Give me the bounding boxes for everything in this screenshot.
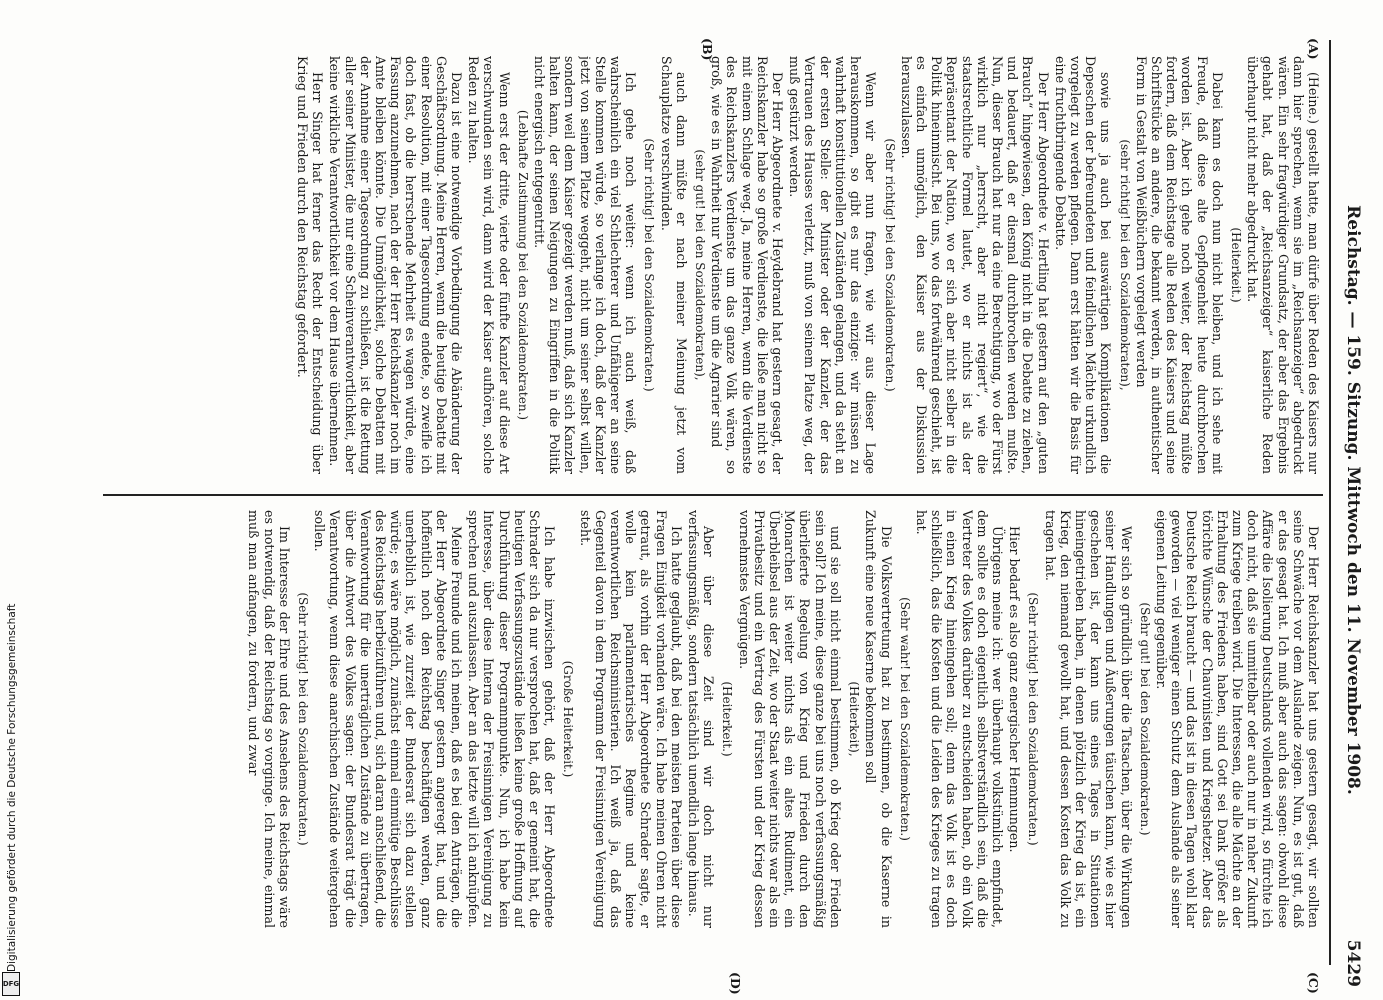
speech-paragraph: Dazu ist eine notwendige Vorbedingung die Abänderung der Geschäftsordnung. Meine Herren, wenn die heutige Debatte mit einer Resolution, mit einer Tagesordnung endete, so zweifle ich doch fast, ob die herrschende Mehrheit es wagen würde, eine Fassung anzunehmen, nach der der Herr Reichskanzler noch im Amte bleiben könnte. Die Unmöglichkeit, solche Debatten mit der Annahme einer Tagesordnung zu schließen, ist die Rettung aller seiner Minister, die nur eine Scheinverantwortlichkeit, aber keine wirkliche Verantwortlichkeit vor dem Hause übernehmen. [327, 56, 465, 474]
stage-remark: (Sehr richtig! bei den Sozialdemokraten.) [1026, 592, 1041, 846]
stage-remark: (Sehr richtig! bei den Sozialdemokraten.) [642, 138, 657, 392]
speech-paragraph: Der Herr Reichskanzler hat uns gestern gesagt, wir sollten seine Schwäche vor dem Auslande zeigen. Nun, es ist gut, daß er das gesagt hat. Ich muß aber auch das sagen: obwohl diese Affäre die Isolierung Deutschlands vollenden wird, so fürchte ich doch nicht, daß sie unmittelbar oder auch nur in naher Zukunft zum Kriege treiben wird. Die Interessen, die alle Mächte an der Erhaltung des Friedens haben, sind Gott sei Dank größer als törichte Wünsche der Chauvinisten und Kriegshetzer. Aber das Deutsche Reich braucht — und das ist in diesen Tagen wohl klar geworden — viel weniger einen Schutz dem Auslande als seiner eigenen Leitung gegenüber. [1153, 510, 1321, 928]
margin-marker-d: (D) [728, 972, 743, 995]
margin-marker-a: (A) [1306, 38, 1321, 60]
right-text-column [101, 510, 1321, 928]
left-text-column [101, 56, 1321, 474]
speech-paragraph: Übrigens meine ich: wer überhaupt volkstümlich empfindet, dem sollte es doch eigentlich selbstverständlich sein, daß die Vertreter des Volkes darüber zu entscheiden haben, ob ein Volk in einen Krieg hineingehen soll; denn das Volk ist es doch schließlich, das die Kosten und die Leiden des Krieges zu tragen hat. [913, 510, 1005, 928]
stage-remark: (Sehr richtig! bei den Sozialdemokraten.) [882, 138, 897, 392]
speech-paragraph: Hier bedarf es also ganz energischer Hemmungen. [1007, 526, 1023, 853]
speech-paragraph: sowie uns ja auch bei auswärtigen Komplikationen die Depeschen der befreundeten und feindlichen Mächte urkundlich vorgelegt zu werden pflegen. Dann erst hätten wir die Basis für eine fruchtbringende Debatte. [1052, 56, 1114, 474]
stage-remark: (Sehr gut! bei den Sozialdemokraten.) [1137, 602, 1152, 836]
speech-paragraph: Ich habe inzwischen gehört, daß der Herr Abgeordnete Schrader sich da nur versprochen hat, daß er gemeint hat, die heutigen Verfassungszustände ließen keine große Hoffnung auf Durchführung dieser Programmpunkte. Nun, ich habe kein Interesse, über diese Interna der Freisinnigen Vereinigung zu sprechen und auszulassen. Aber an das letzte will ich anknüpfen. [466, 510, 558, 928]
speech-paragraph: Ich hatte geglaubt, daß bei den meisten Parteien über diese Fragen Einigkeit vorhanden wäre. Ich habe meinen Ohren nicht getraut, als vorhin der Herr Abgeordnete Schrader sagte, er wolle kein parlamentarisches Regime und keine verantwortlichen Reichsministerien. Ich weiß ja, daß das Gegenteil davon in dem Programm der Freisinnigen Vereinigung steht. [577, 510, 684, 928]
speech-paragraph: (Heine.) gestellt hatte, man dürfe über Reden des Kaisers nur dann hier sprechen, wenn sie im „Reichsanzeiger“ abgedruckt wären. Ein sehr fragwürdiger Grundsatz, der aber das Ergebnis gehabt hat, daß der „Reichsanzeiger“ kaiserliche Reden überhaupt nicht mehr abgedruckt hat. [1245, 56, 1321, 474]
running-header-title: Reichstag. — 159. Sitzung. Mittwoch den 11. November 1908. [1343, 205, 1363, 795]
stage-remark: (Lebhafte Zustimmung bei den Sozialdemokraten.) [515, 109, 530, 421]
speech-paragraph: Aber über diese Zeit sind wir doch nicht nur verfassungsmäßig, sondern tatsächlich unendlich lange hinaus. [686, 510, 717, 928]
speech-paragraph: Die Volksvertretung hat zu bestimmen, ob die Kaserne in Zukunft eine neue Kaserne bekommen soll [863, 510, 894, 928]
stage-remark: (Heiterkeit.) [1228, 227, 1243, 303]
speech-paragraph: Wenn erst der dritte, vierte oder fünfte Kanzler auf diese Art verschwunden sein wird, dann wird der Kaiser aufhören, solche Reden zu halten. [466, 56, 512, 474]
speech-paragraph: Ich gehe noch weiter: wenn ich auch weiß, daß wahrscheinlich ein viel Schlechterer und Unfähigerer an seine Stelle kommen würde, so verlange ich doch, daß der Kanzler jetzt von seinem Platze weggeht, nicht um seiner selbst willen, sondern weil dem Kaiser gezeigt werden muß, daß sich Kanzler halten kann, der seinen Neigungen zu Eingriffen in die Politik nicht energisch entgegentritt. [532, 56, 639, 474]
stage-remark: (Sehr richtig! bei den Sozialdemokraten.) [296, 592, 310, 846]
speech-paragraph: Dabei kann es doch nun nicht bleiben, und ich sehe mit Freude, daß diese alte Gepflogenheit heute durchbrochen worden ist. Aber ich gehe noch weiter, der Reichstag müßte fordern, daß dem Reichstage alle Reden des Kaisers und seine Schriftstücke an andere, die bekannt werden, in authentischer Form in Gestalt von Weißbüchern vorgelegt werden [1133, 56, 1225, 474]
stage-remark: (Heiterkeit), [847, 681, 862, 757]
column-divider [103, 494, 1323, 496]
speech-paragraph: Der Herr Abgeordnete v. Heydebrand hat gestern gesagt, der Reichskanzler habe so große Verdienste, die ließe man nicht so mit einem Schlage weg. Ja, meine Herren, wenn die Verdienste des Reichskanzlers Verdienste um das ganze Volk wären, so groß, wie es in Wahrheit nur Verdienste um die Agrarier sind [709, 56, 786, 474]
stage-remark: (Große Heiterkeit.) [561, 660, 576, 778]
header-rule [1330, 40, 1332, 965]
page-number: 5429 [1343, 939, 1363, 987]
margin-marker-b: (B) [700, 38, 715, 61]
margin-marker-c: (C) [1306, 972, 1321, 994]
speech-paragraph: Im Interesse der Ehre und des Ansehens des Reichstags wäre es notwendig, daß der Reichstag so vorginge. Ich meine, einmal muß man anfangen, zu fordern, und zwar [246, 510, 292, 928]
speech-paragraph: Der Herr Abgeordnete v. Hertling hat gestern auf den „guten Brauch“ hingewiesen, den König nicht in die Debatte zu ziehen, und bedauert, daß er diesmal durchbrochen werden mußte. Nun, dieser Brauch hat nur da eine Berechtigung, wo der Fürst wirklich nur „herrscht, aber nicht regiert“, wie die staatsrechtliche Formel lautet, wo er nichts ist als der Repräsentant der Nation, wo er sich aber nicht selber in die Politik hineinmischt. Bei uns, wo das fortwährend geschieht, ist es einfach unmöglich, den Kaiser aus der Diskussion herauszulassen. [898, 56, 1051, 474]
stage-remark: (Sehr wahr! bei den Sozialdemokraten.) [897, 597, 912, 841]
speech-paragraph: Meine Freunde und ich meinen, daß es bei den Anträgen, die der Herr Abgeordnete Singer gestern angeregt hat, und die hoffentlich noch den Reichstag beschäftigen werden, ganz unerheblich ist, wie zurzeit der Bundesrat sich dazu stellen würde; es wäre möglich, zunächst einmal einmütige Beschlüsse des Reichstags herbeizuführen und, sich daran anschließend, die Verantwortung für die unerträglichen Zustände zu übertragen, über die Antwort des Volkes sagen: der Bundesrat trägt die Verantwortung, wenn diese anarchischen Zustände weitergehen sollen. [312, 510, 465, 928]
speech-paragraph: Herr Singer hat ferner das Recht der Entscheidung über Krieg und Frieden durch den Reichstag gefordert. [295, 56, 326, 474]
dfg-logo: DFG [2, 972, 20, 996]
speech-paragraph: Wenn wir aber nun fragen, wie wir aus dieser Lage herauskommen, so gibt es nur das einzige: wir müssen zu wahrhaft konstitutionellen Zuständen gelangen, und da steht an der ersten Stelle: der Minister oder der Kanzler, der das Vertrauen des Hauses verletzt, muß von seinem Platze weg, der muß gestürzt werden. [787, 56, 879, 474]
stage-remark: (sehr richtig! bei den Sozialdemokraten), [1117, 139, 1132, 391]
digitization-credit: Digitalisierung gefördert durch die Deutsche Forschungsgemeinschaft [6, 603, 18, 972]
speech-paragraph: auch dann müßte er nach meiner Meinung jetzt vom Schauplatze verschwinden. [658, 56, 689, 474]
speech-paragraph: Wer sich so gründlich über die Tatsachen, über die Wirkungen seiner Handlungen und Äußerungen täuschen kann, wie es hier geschehen ist, der kann uns eines Tages in Situationen hineingetrieben haben, in denen plötzlich der Krieg da ist, ein Krieg, den niemand gewollt hat, und dessen Kosten das Volk zu tragen hat. [1042, 510, 1134, 928]
stage-remark: (sehr gut! bei den Sozialdemokraten), [693, 149, 708, 381]
speech-paragraph: und sie soll nicht einmal bestimmen, ob Krieg oder Frieden sein soll? Ich meine, diese ganze bei uns noch verfassungsmäßig überlieferte Regelung von Krieg und Frieden durch den Monarchen ist weiter nichts als ein altes Rudiment, ein Überbleibsel aus der Zeit, wo der Staat weiter nichts war als ein Privatbesitz und ein Vertrag des Fürsten und der Krieg dessen vornehmstes Vergnügen. [736, 510, 843, 928]
stage-remark: (Heiterkeit.) [720, 681, 735, 757]
